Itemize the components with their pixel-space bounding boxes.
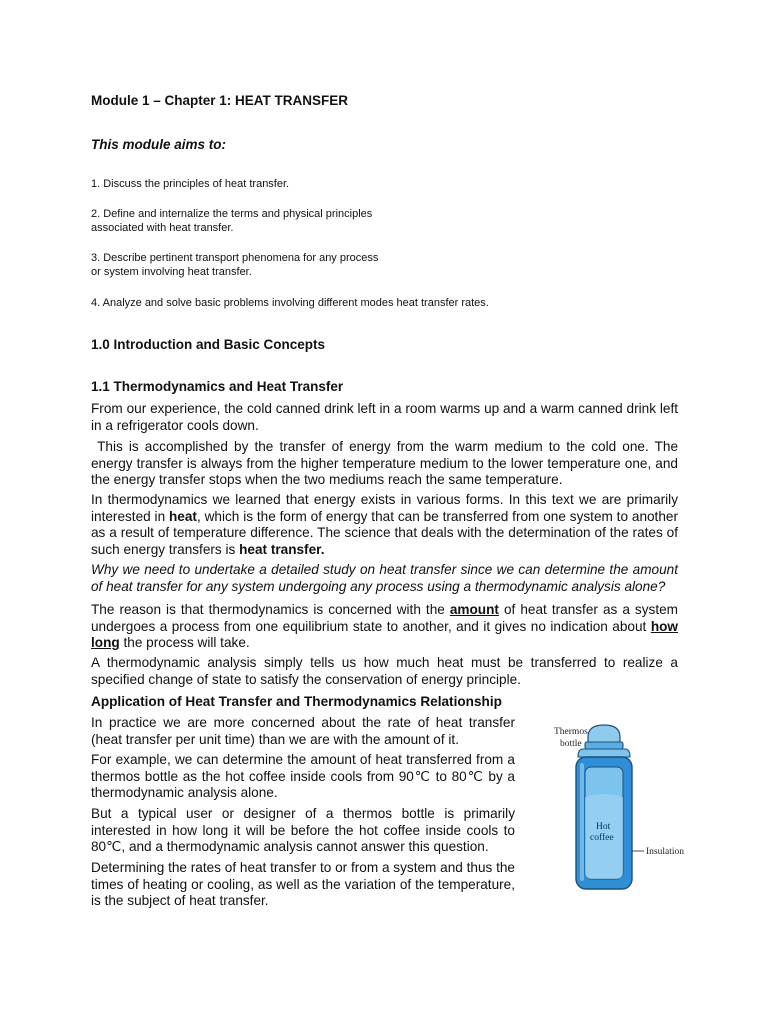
thermos-bottle-icon xyxy=(528,723,698,898)
figure-label-insulation: Insulation xyxy=(646,847,684,857)
application-heading: Application of Heat Transfer and Thermodynamics Relationship xyxy=(91,694,502,709)
section-heading-1-0: 1.0 Introduction and Basic Concepts xyxy=(91,337,326,352)
paragraph-3-heat-transfer: heat transfer. xyxy=(239,541,325,557)
figure-label-coffee: coffee xyxy=(590,833,614,843)
aim-item-3-line-2: or system involving heat transfer. xyxy=(91,266,252,278)
thermos-shoulder xyxy=(578,749,630,757)
paragraph-5 xyxy=(91,602,678,652)
figure-label-hot: Hot xyxy=(596,822,611,832)
paragraph-10: Determining the rates of heat transfer to or from a system and thus the times of heating or cooling, as well as the variation of the temperature, is the subject of heat transfer. xyxy=(91,860,515,908)
paragraph-3 xyxy=(91,492,678,558)
aim-item-3-line-1: 3. Describe pertinent transport phenomena for any process xyxy=(91,252,379,264)
paragraph-9: But a typical user or designer of a thermos bottle is primarily interested in how long it will be before the hot coffee inside cools to 80℃, and a thermodynamic analysis cannot answer this question. xyxy=(91,806,515,854)
thermos-shine xyxy=(580,763,584,881)
paragraph-3-text-c: , which is the form of energy that can be transferred from one system to another as a result of temperature difference. The science that deals with the determination of the rates of such energy transfers is xyxy=(91,508,678,557)
figure-label-thermos: Thermos xyxy=(554,727,588,737)
paragraph-5-how-long: how long xyxy=(91,618,678,650)
paragraph-2: This is accomplished by the transfer of energy from the warm medium to the cold one. The energy transfer is always from the higher temperature medium to the lower temperature one, and the energy transfer stops when the two mediums reach the same temperature. xyxy=(91,439,682,487)
thermos-lid-ring xyxy=(585,742,623,749)
page-title: Module 1 – Chapter 1: HEAT TRANSFER xyxy=(91,93,349,108)
aims-heading: This module aims to: xyxy=(91,137,227,152)
thermos-figure xyxy=(528,723,698,898)
paragraph-4-question: Why we need to undertake a detailed study on heat transfer since we can determine the amount of heat transfer for any system undergoing any process using a thermodynamic analysis alone? xyxy=(91,562,678,594)
figure-label-bottle: bottle xyxy=(560,739,582,749)
section-heading-1-1: 1.1 Thermodynamics and Heat Transfer xyxy=(91,379,344,394)
aim-item-1: 1. Discuss the principles of heat transfer. xyxy=(91,178,290,190)
paragraph-5-text-e: the process will take. xyxy=(119,635,250,650)
thermos-cap xyxy=(588,725,620,743)
paragraph-7: In practice we are more concerned about the rate of heat transfer (heat transfer per unit time) than we are with the amount of it. xyxy=(91,715,515,747)
aim-item-4: 4. Analyze and solve basic problems involving different modes heat transfer rates. xyxy=(91,297,489,309)
paragraph-5-text-a: The reason is that thermodynamics is concerned with the xyxy=(91,602,450,617)
paragraph-3-text-a: In thermodynamics we learned that energy exists in various forms. In this text we are primarily interested in xyxy=(91,492,678,524)
paragraph-3-heat: heat xyxy=(169,508,197,524)
aim-item-2-line-1: 2. Define and internalize the terms and physical principles xyxy=(91,208,373,220)
paragraph-5-amount: amount xyxy=(449,602,499,617)
paragraph-5-text-c: of heat transfer as a system undergoes a process from one equilibrium state to another, and it gives no indication about xyxy=(91,602,678,634)
paragraph-8: For example, we can determine the amount of heat transferred from a thermos bottle as the hot coffee inside cools from 90℃ to 80℃ by a thermodynamic analysis alone. xyxy=(91,752,515,800)
paragraph-1: From our experience, the cold canned drink left in a room warms up and a warm canned drink left in a refrigerator cools down. xyxy=(91,401,678,433)
paragraph-6: A thermodynamic analysis simply tells us how much heat must be transferred to realize a specified change of state to satisfy the conservation of energy principle. xyxy=(91,655,678,687)
aim-item-2-line-2: associated with heat transfer. xyxy=(91,222,234,234)
